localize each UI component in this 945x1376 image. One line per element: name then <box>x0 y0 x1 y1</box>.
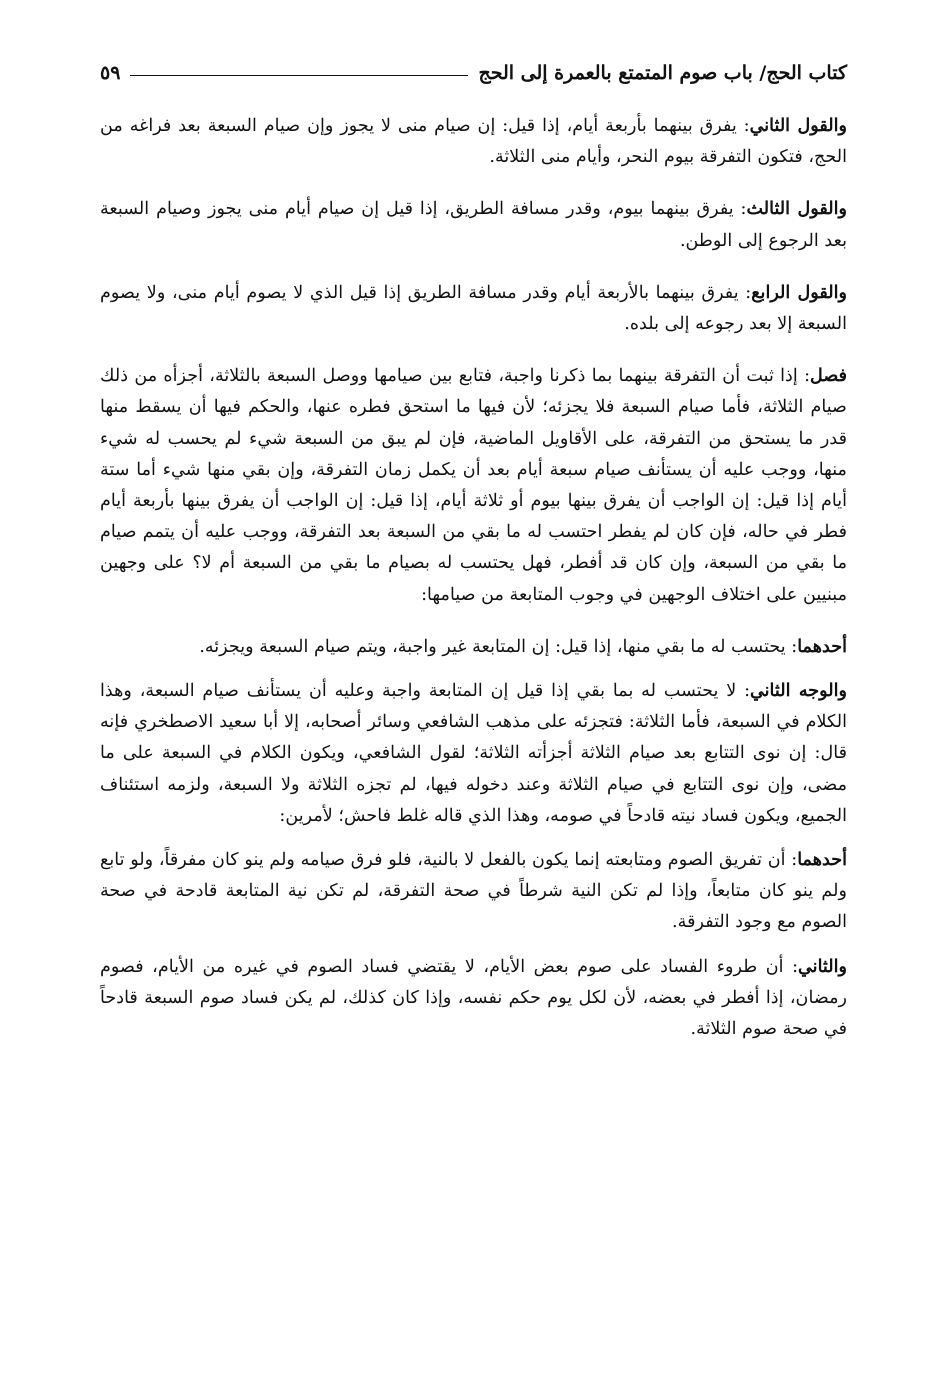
paragraph-ahaduhuma-2 <box>100 844 847 939</box>
paragraph-qawl-thani <box>100 110 847 173</box>
paragraph-text: : أن طروء الفساد على صوم بعض الأيام، لا يقتضي فساد الصوم في غيره من الأيام، فصوم رمضان، إذا أفطر في بعضه، لأن لكل يوم حكم نفسه، وإذا كان كذلك، لم يكن فساد صوم السبعة قادحاً في صحة صوم الثلاثة. <box>100 956 847 1040</box>
paragraph-lead: والثاني <box>798 955 847 977</box>
paragraph-thani <box>100 951 847 1046</box>
paragraph-lead: والوجه الثاني <box>750 680 847 702</box>
paragraph-ahaduhuma-1 <box>100 631 847 663</box>
header-rule <box>130 75 468 76</box>
paragraph-lead: والقول الثاني <box>749 115 847 136</box>
running-title: كتاب الحج/ باب صوم المتمتع بالعمرة إلى الحج <box>478 62 847 84</box>
paragraph-text: : يفرق بينهما بأربعة أيام، إذا قيل: إن صيام منى لا يجوز وإن صيام السبعة بعد فراغه من الحج، فتكون التفرقة بيوم النحر، وأيام منى الثلاثة. <box>100 116 847 168</box>
paragraph-text: : إذا ثبت أن التفرقة بينهما بما ذكرنا واجبة، فتابع بين صيامها ووصل السبعة بالثلاثة، أجزأه من ذلك صيام الثلاثة، فأما صيام السبعة فلا يجزئه؛ لأن فيها ما استحق فطره عنها، والحكم فيها أن يسقط منها قدر ما يستحق من التفرقة، على الأقاويل الماضية، فإن لم يبق من السبعة شيء لم يحسب له شيء منها، ووجب عليه أن يستأنف صيام سبعة أيام بعد أن يكمل زمان التفرقة، وإن بقي منها شيء أما ستة أيام إذا قيل: إن الواجب أن يفرق بينها بيوم أو ثلاثة أيام، إذا قيل: إن الواجب أن يفرق بينها بأربعة أيام فطر في حاله، فإن كان لم يفطر احتسب له ما بقي من السبعة بعد التفرقة، ووجب عليه أن يتمم صيام ما بقي من السبعة، وإن كان قد أفطر، فهل يحتسب له بصيام ما بقي من السبعة أم لا؟ على وجهين مبنيين على اختلاف الوجهين في وجوب المتابعة من صيامها: <box>100 366 847 605</box>
paragraph-wajh-thani <box>100 675 847 832</box>
paragraph-text: : لا يحتسب له بما بقي إذا قيل إن المتابعة واجبة وعليه أن يستأنف صيام السبعة، وهذا الكلام في السبعة، فأما الثلاثة: فتجزئه على مذهب الشافعي وسائر أصحابه، إلا أبا سعيد الاصطخري فإنه قال: إن نوى التتابع بعد صيام الثلاثة أجزأته الثلاثة؛ لقول الشافعي، ويكون الكلام في السبعة على ما مضى، وإن نوى التتابع في صيام الثلاثة وعند دخوله فيها، لم تجزه الثلاثة ولا السبعة، ولزمه استئناف الجميع، ويكون فساد نيته قادحاً في صومه، وهذا الذي قاله غلط فاحش؛ لأمرين: <box>100 681 847 826</box>
paragraph-lead: فصل <box>810 365 847 387</box>
paragraph-text: : يفرق بينهما بالأربعة أيام وقدر مسافة الطريق إذا قيل الذي لا يصوم أيام منى، ولا يصوم السبعة إلا بعد رجوعه إلى بلده. <box>100 282 847 335</box>
paragraph-qawl-rabi <box>100 277 847 340</box>
page-number: ٥٩ <box>100 62 121 84</box>
paragraph-lead: والقول الرابع <box>751 281 847 303</box>
paragraph-text: : أن تفريق الصوم ومتابعته إنما يكون بالفعل لا بالنية، فلو فرق صيامه ولم ينو كان مفرقاً، ولو تابع ولم ينو كان متابعاً، وإذا لم تكن النية شرطاً في صحة التفرقة، لم تكن نية المتابعة قادحة في صحة الصوم مع وجود التفرقة. <box>100 850 847 933</box>
paragraph-qawl-thalith <box>100 193 847 256</box>
paragraph-text: : يحتسب له ما بقي منها، إذا قيل: إن المتابعة غير واجبة، ويتم صيام السبعة ويجزئه. <box>199 636 798 657</box>
paragraph-fasl <box>100 360 847 611</box>
running-header <box>100 58 847 88</box>
paragraph-text: : يفرق بينهما بيوم، وقدر مسافة الطريق، إذا قيل إن صيام أيام منى يجوز وصيام السبعة بعد الرجوع إلى الوطن. <box>100 199 847 251</box>
paragraph-lead: والقول الثالث <box>746 198 847 220</box>
paragraph-lead: أحدهما <box>797 635 847 657</box>
paragraph-lead: أحدهما <box>797 849 847 871</box>
page-body <box>100 110 847 1057</box>
